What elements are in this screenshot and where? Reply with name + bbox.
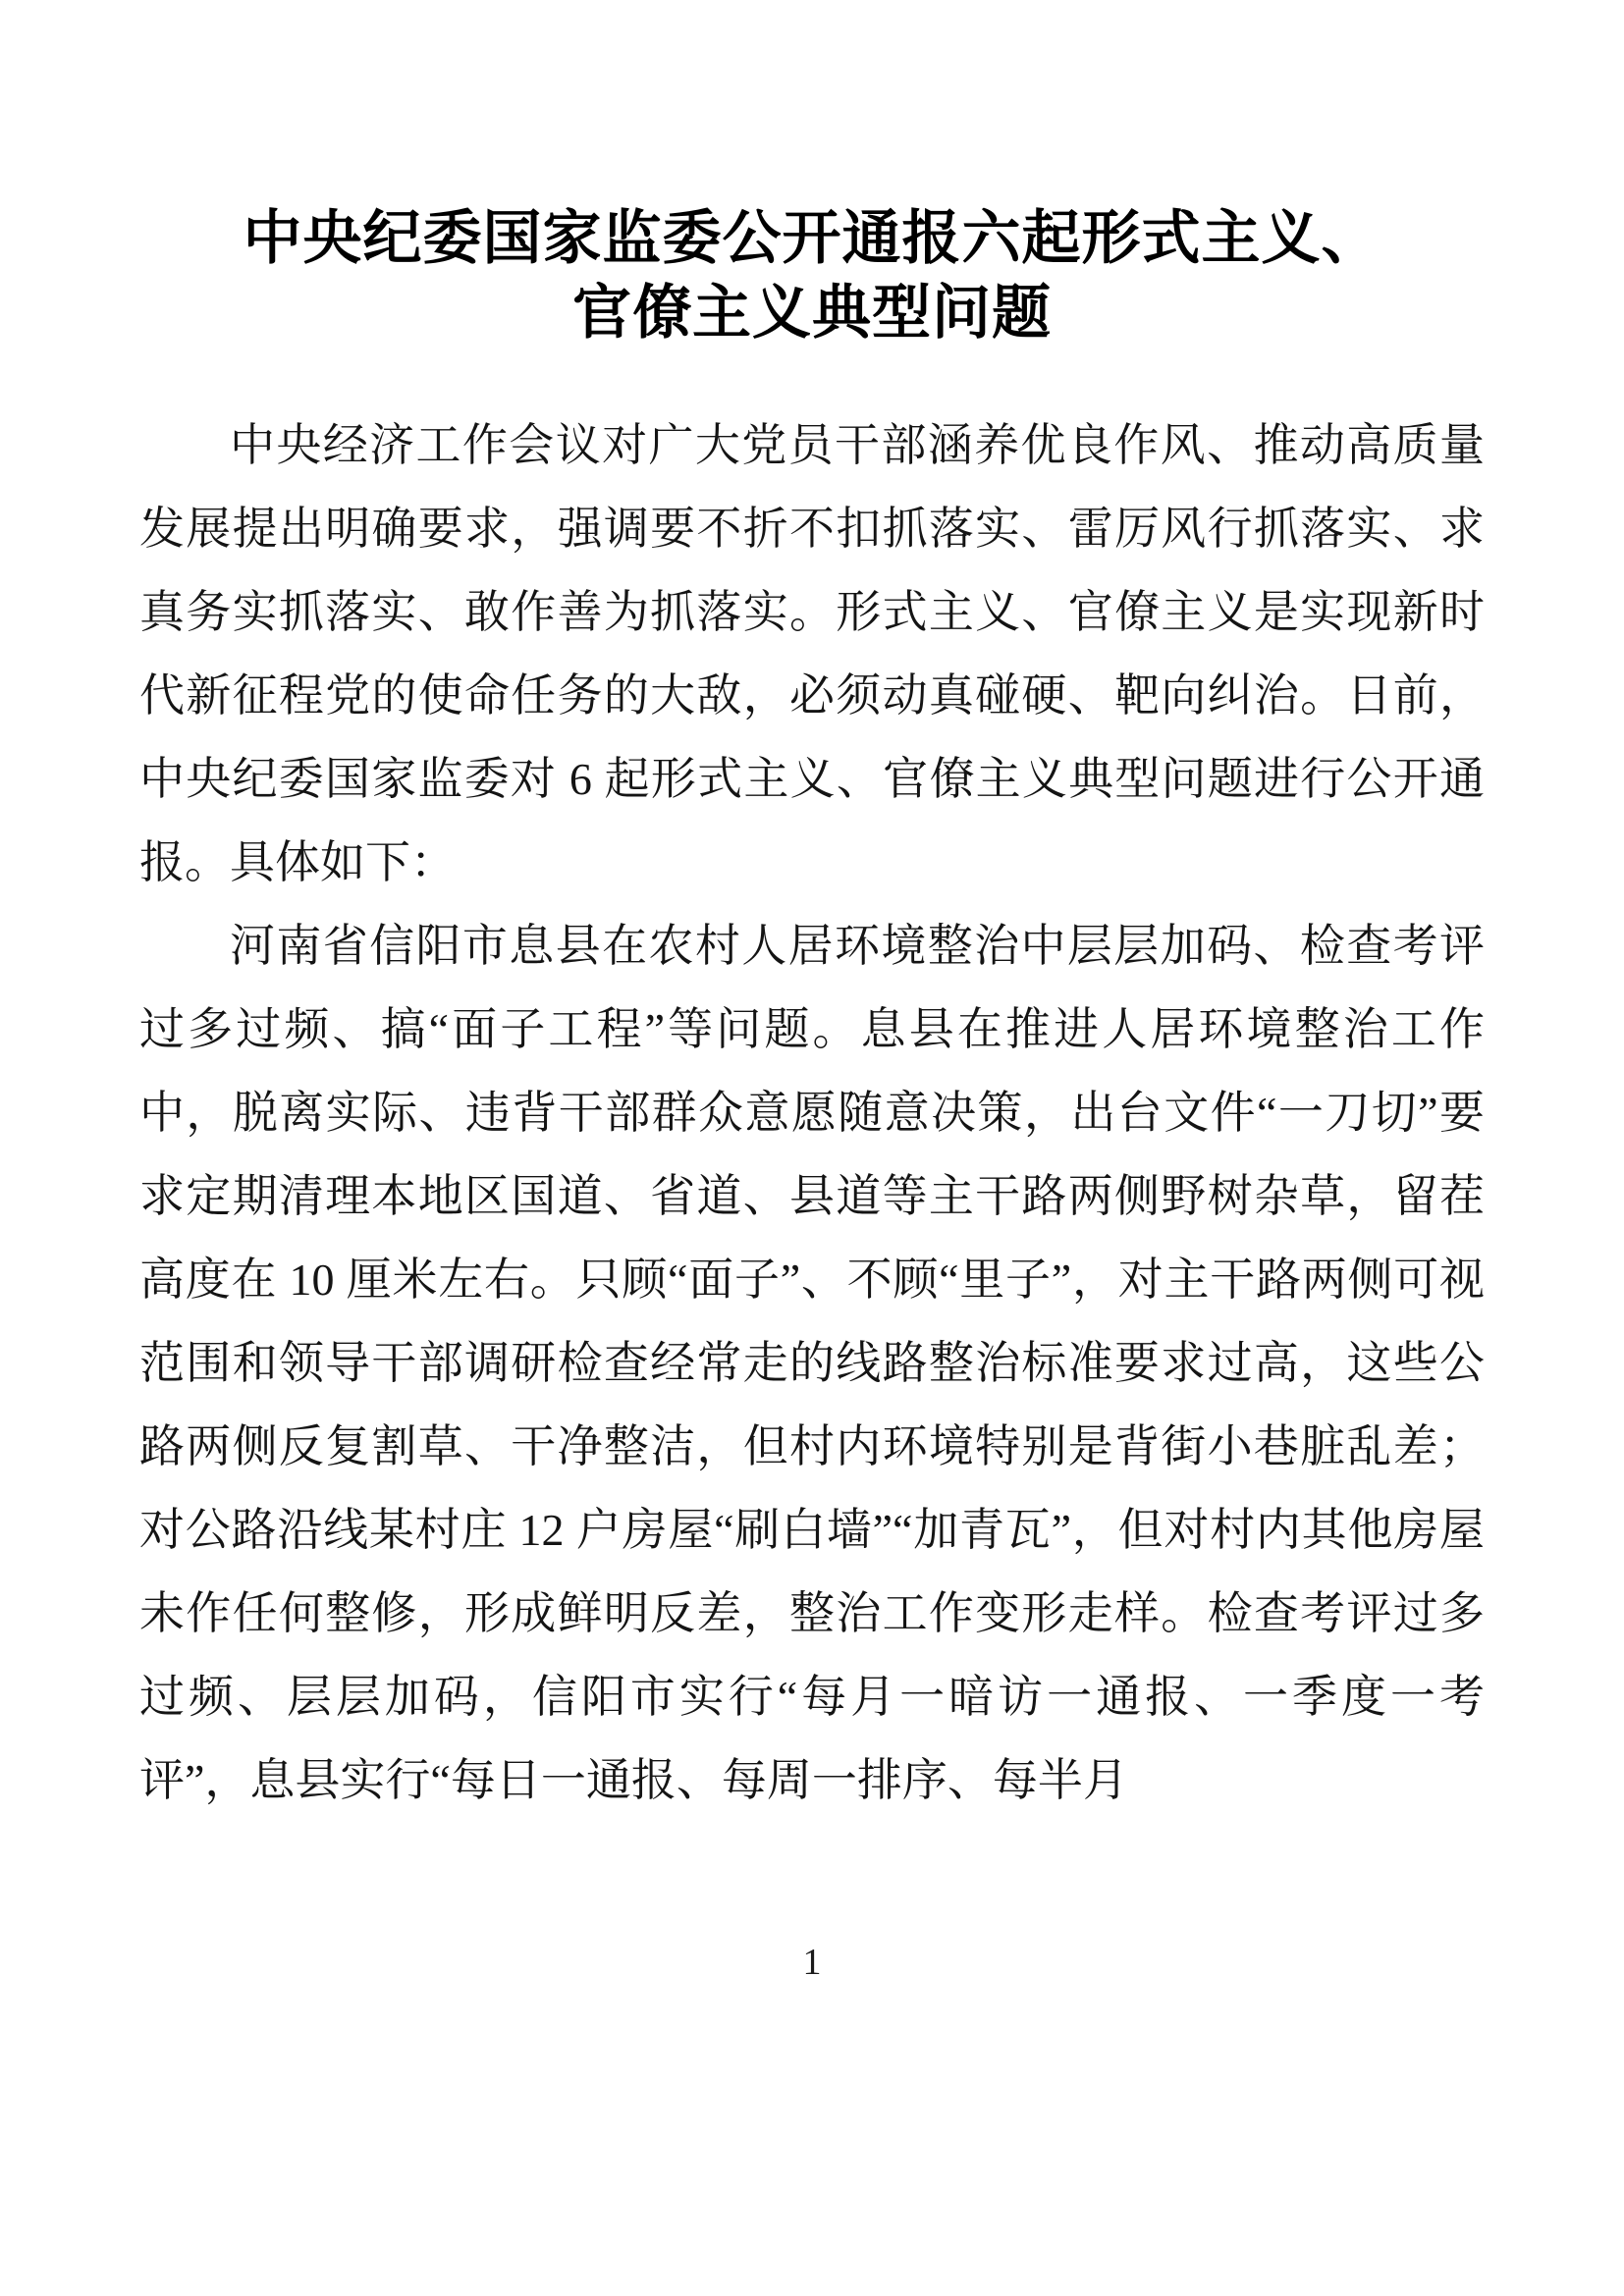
document-title [139,201,1485,350]
paragraph-case-xixian: 河南省信阳市息县在农村人居环境整治中层层加码、检查考评过多过频、搞“面子工程”等问题。息县在推进人居环境整治工作中，脱离实际、违背干部群众意愿随意决策，出台文件“一刀切”要求定期清理本地区国道、省道、县道等主干路两侧野树杂草，留茬高度在 10 厘米左右。只顾“面子”、不顾“里子”，对主干路两侧可视范围和领导干部调研检查经常走的线路整治标准要求过高，这些公路两侧反复割草、干净整洁，但村内环境特别是背街小巷脏乱差；对公路沿线某村庄 12 户房屋“刷白墙”“加青瓦”，但对村内其他房屋未作任何整修，形成鲜明反差，整治工作变形走样。检查考评过多过频、层层加码，信阳市实行“每月一暗访一通报、一季度一考评”，息县实行“每日一通报、每周一排序、每半月 [139,921,1485,1805]
document-title-line-2: 官僚主义典型问题 [572,280,1052,346]
page-number: 1 [802,1942,822,1983]
document-title-line-1: 中央纪委国家监委公开通报六起形式主义、 [243,205,1381,271]
document-body [139,403,1485,1822]
page-footer [0,1941,1624,1984]
paragraph-intro: 中央经济工作会议对广大党员干部涵养优良作风、推动高质量发展提出明确要求，强调要不折不扣抓落实、雷厉风行抓落实、求真务实抓落实、敢作善为抓落实。形式主义、官僚主义是实现新时代新征程党的使命任务的大敌，必须动真碰硬、靶向纠治。日前，中央纪委国家监委对 6 起形式主义、官僚主义典型问题进行公开通报。具体如下： [139,420,1485,887]
